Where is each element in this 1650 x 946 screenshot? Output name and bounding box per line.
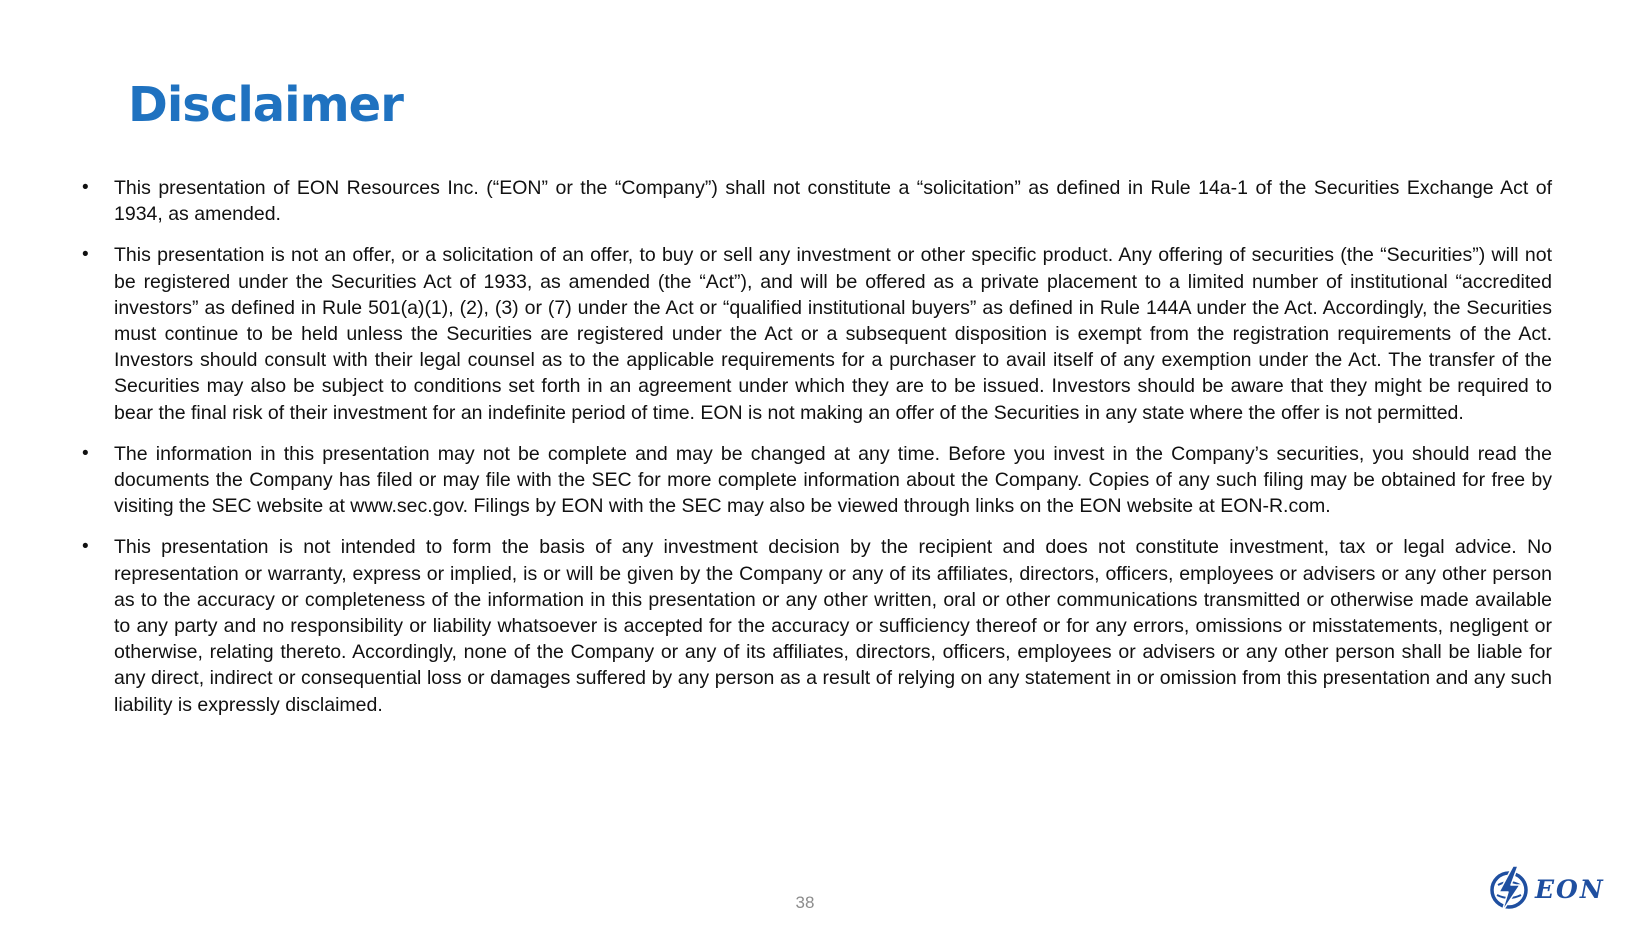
bullet-marker: •	[82, 177, 89, 198]
logo-text: EON	[1535, 874, 1605, 904]
page-number: 38	[795, 893, 815, 912]
bullet-marker: •	[82, 244, 89, 266]
bullet-marker: •	[82, 536, 89, 558]
disclaimer-item-2	[82, 242, 1552, 425]
disclaimer-text: This presentation of EON Resources Inc. (“EON” or the “Company”) shall not constitute a “solicitation” as defined in Rule 14a-1 of the Securities Exchange Act of 1934, as amended.	[114, 177, 1552, 226]
eon-logo	[1487, 862, 1605, 916]
disclaimer-item-3	[82, 441, 1552, 520]
bullet-marker: •	[82, 442, 89, 464]
disclaimer-list	[82, 175, 1552, 733]
disclaimer-item-4	[82, 534, 1552, 717]
page-title: Disclaimer	[128, 77, 403, 133]
disclaimer-text: This presentation is not an offer, or a solicitation of an offer, to buy or sell any investment or other specific product. Any offering of securities (the “Securities”) will not be registered under the Securities Act of 1933, as amended (the “Act”), and will be offered as a private placement to a limited number of institutional “accredited investors” as defined in Rule 501(a)(1), (2), (3) or (7) under the Act or “qualified institutional buyers” as defined in Rule 144A under the Act. Accordingly, the Securities must continue to be held unless the Securities are registered under the Act or a subsequent disposition is exempt from the registration requirements of the Act. Investors should consult with their legal counsel as to the applicable requirements for a purchaser to avail itself of any exemption under the Act. The transfer of the Securities may also be subject to conditions set forth in an agreement under which they are to be issued. Investors should be aware that they might be required to bear the final risk of their investment for an indefinite period of time. EON is not making an offer of the Securities in any state where the offer is not permitted.	[114, 244, 1552, 424]
disclaimer-text: The information in this presentation may not be complete and may be changed at any time. Before you invest in the Company’s securities, you should read the documents the Company has filed or may file with the SEC for more complete information about the Company. Copies of any such filing may be obtained for free by visiting the SEC website at www.sec.gov. Filings by EON with the SEC may also be viewed through links on the EON website at EON-R.com.	[114, 442, 1552, 518]
disclaimer-text: This presentation is not intended to form the basis of any investment decision by the recipient and does not constitute investment, tax or legal advice. No representation or warranty, express or implied, is or will be given by the Company or any of its affiliates, directors, officers, employees or advisers or any other person as to the accuracy or completeness of the information in this presentation or any other written, oral or other communications transmitted or otherwise made available to any party and no responsibility or liability whatsoever is accepted for the accuracy or sufficiency thereof or for any errors, omissions or misstatements, negligent or otherwise, relating thereto. Accordingly, none of the Company or any of its affiliates, directors, officers, employees or advisers or any other person shall be liable for any direct, indirect or consequential loss or damages suffered by any person as a result of relying on any statement in or omission from this presentation and any such liability is expressly disclaimed.	[114, 536, 1552, 716]
lightning-globe-icon	[1487, 864, 1531, 914]
disclaimer-item-1	[82, 175, 1552, 227]
